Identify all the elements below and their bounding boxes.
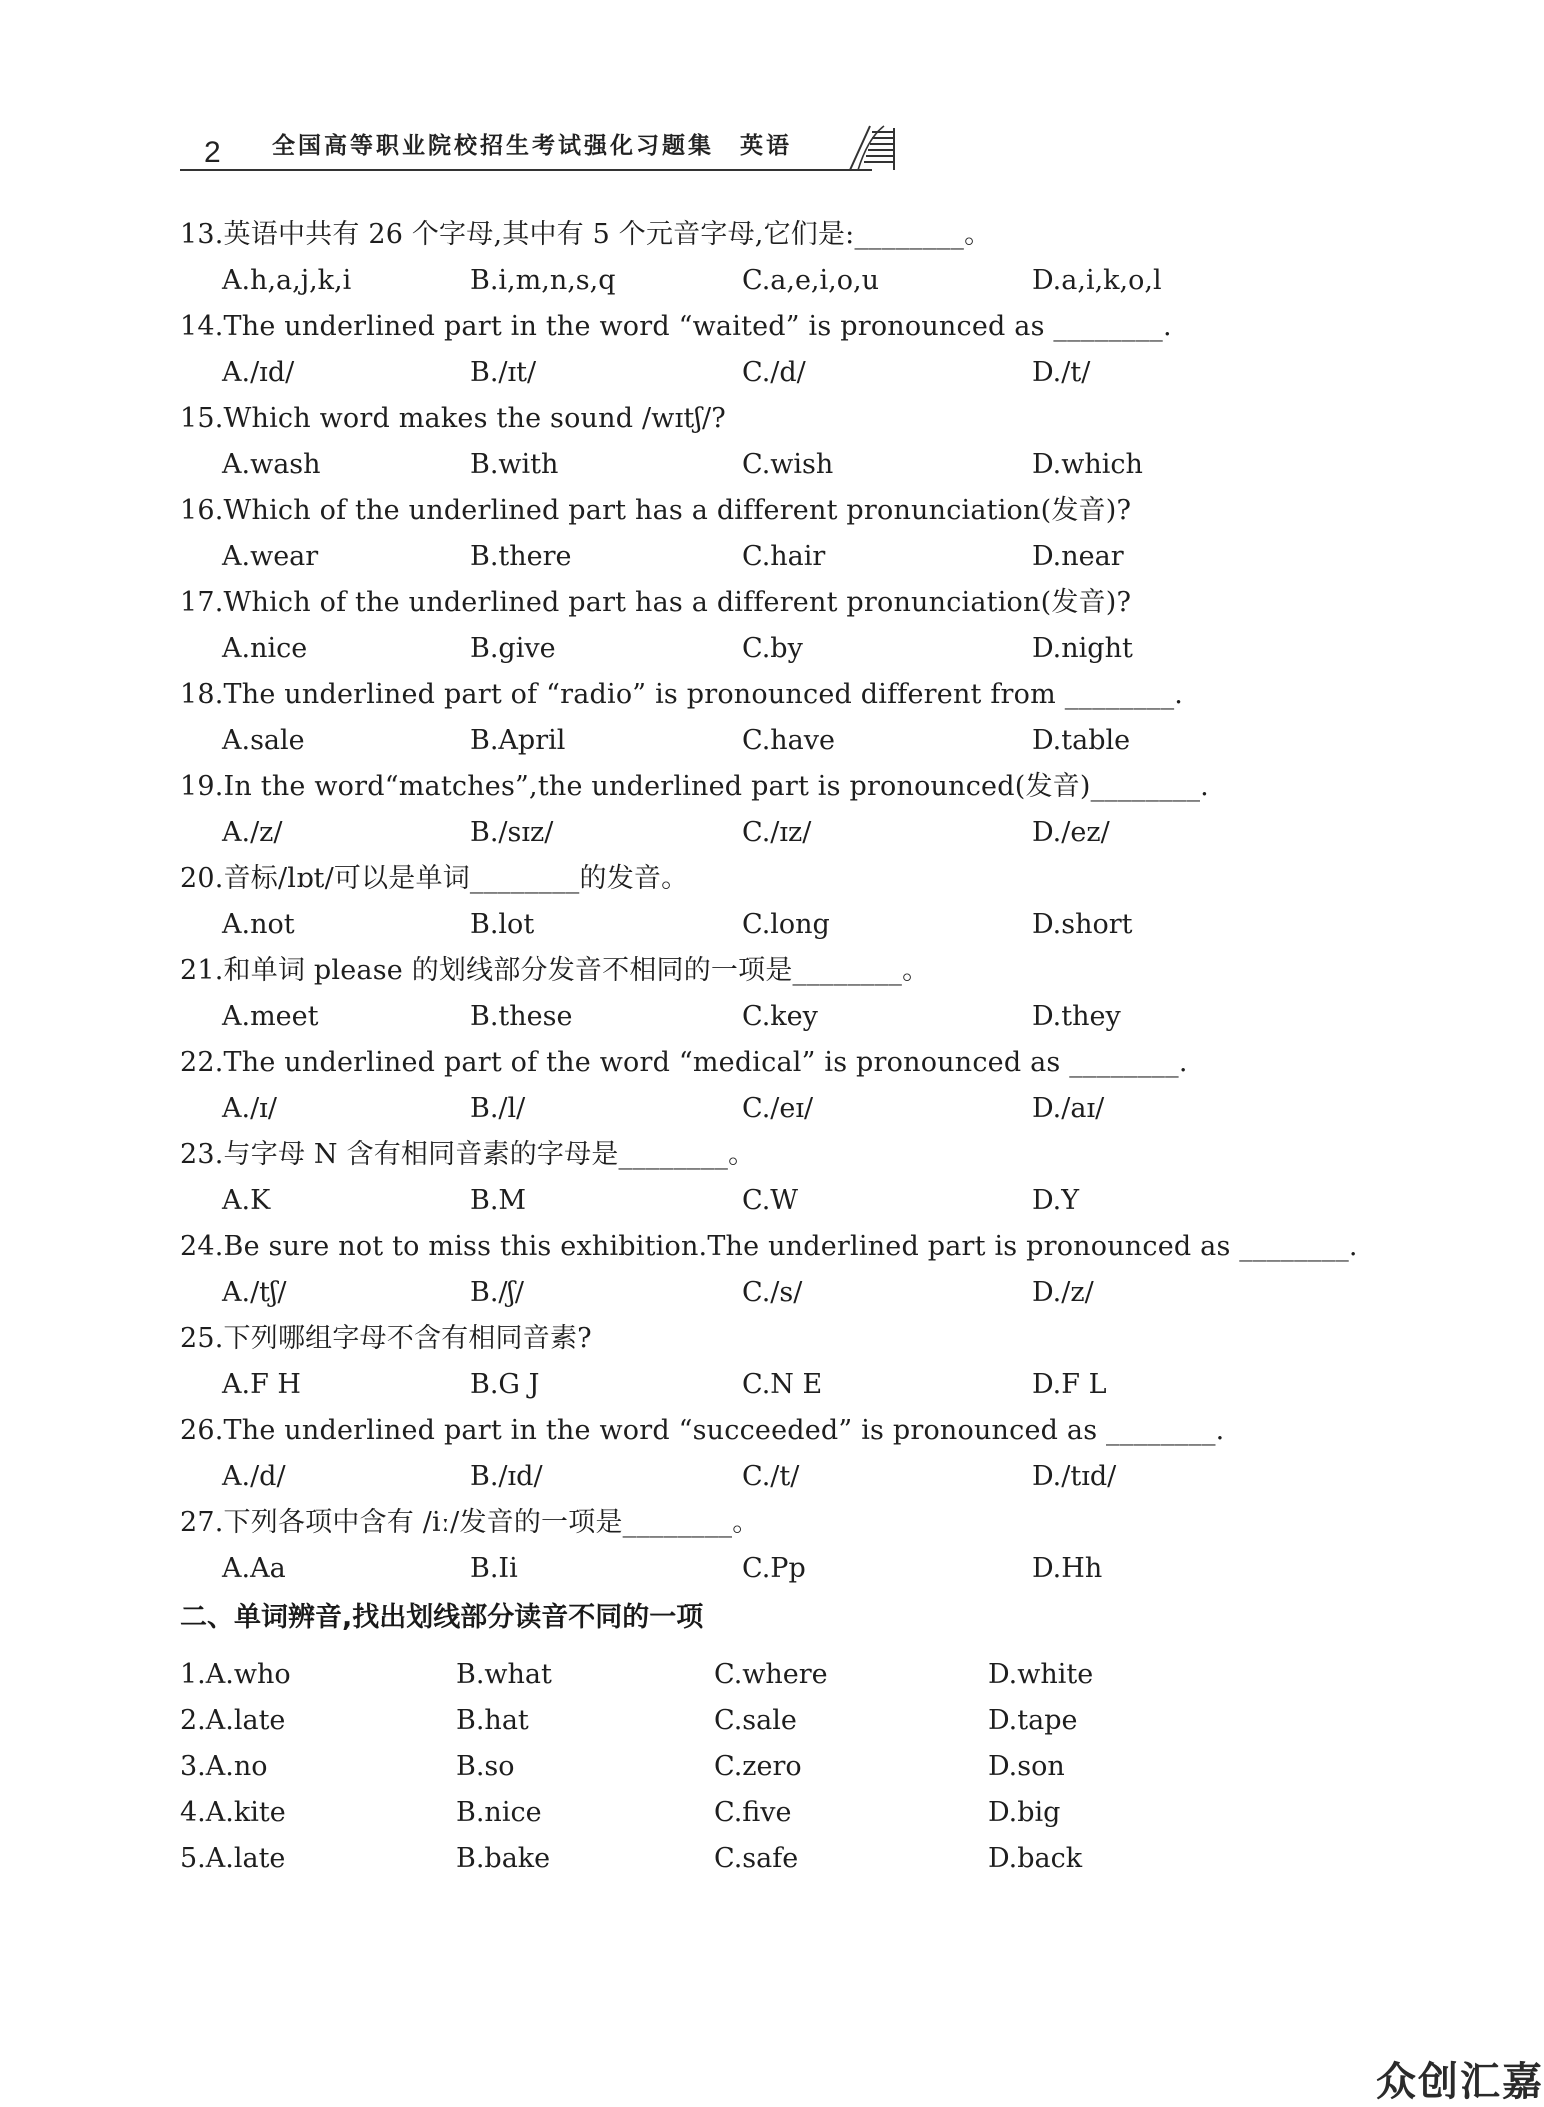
option-row [222, 1184, 1322, 1218]
option-c: C.N E [742, 1369, 823, 1400]
section-heading: 二、单词辨音,找出划线部分读音不同的一项 [180, 1602, 704, 1633]
option-c: C.wish [742, 449, 834, 480]
option-row [222, 908, 1322, 942]
option-b: B.i,m,n,s,q [470, 265, 616, 296]
choice-d: D.son [988, 1751, 1065, 1782]
book-title: 全国高等职业院校招生考试强化习题集 [272, 133, 714, 159]
option-d: D.they [1032, 1001, 1121, 1032]
book-title-line [272, 127, 792, 160]
option-row [222, 264, 1322, 298]
option-b: B./l/ [470, 1093, 526, 1124]
option-c: C./t/ [742, 1461, 800, 1492]
option-d: D./t/ [1032, 357, 1091, 388]
choice-a: 1.A.who [180, 1659, 291, 1690]
option-d: D./z/ [1032, 1277, 1094, 1308]
option-b: B.Ii [470, 1553, 518, 1584]
option-row [222, 632, 1322, 666]
option-d: D.short [1032, 909, 1133, 940]
choice-d: D.back [988, 1843, 1083, 1874]
choice-b: B.what [456, 1659, 552, 1690]
option-d: D./tɪd/ [1032, 1461, 1117, 1492]
option-c: C.hair [742, 541, 826, 572]
option-c: C.W [742, 1185, 799, 1216]
choice-a: 3.A.no [180, 1751, 268, 1782]
question-stem: 16.Which of the underlined part has a different pronunciation(发音)? [180, 495, 1132, 526]
option-d: D.near [1032, 541, 1124, 572]
page-header [180, 118, 920, 176]
choice-a: 4.A.kite [180, 1797, 286, 1828]
choice-c: C.sale [714, 1705, 797, 1736]
option-a: A./ɪd/ [222, 357, 295, 388]
option-a: A./tʃ/ [222, 1277, 287, 1308]
option-a: A.F H [222, 1369, 301, 1400]
option-b: B.lot [470, 909, 535, 940]
choice-c: C.where [714, 1659, 828, 1690]
option-row [222, 1552, 1322, 1586]
choice-d: D.white [988, 1659, 1094, 1690]
option-b: B.with [470, 449, 559, 480]
option-row [222, 724, 1322, 758]
option-a: A./z/ [222, 817, 283, 848]
option-a: A.h,a,j,k,i [222, 265, 352, 296]
option-a: A.K [222, 1185, 271, 1216]
book-pages-icon [848, 118, 898, 172]
option-d: D./aɪ/ [1032, 1093, 1105, 1124]
choice-c: C.safe [714, 1843, 799, 1874]
header-rule [180, 169, 872, 171]
option-row [222, 816, 1322, 850]
option-row [222, 1000, 1322, 1034]
option-c: C./eɪ/ [742, 1093, 814, 1124]
question-stem: 20.音标/lɒt/可以是单词________的发音。 [180, 863, 689, 894]
choice-c: C.five [714, 1797, 792, 1828]
option-d: D.table [1032, 725, 1131, 756]
option-b: B.M [470, 1185, 527, 1216]
option-row [222, 356, 1322, 390]
choice-b: B.nice [456, 1797, 542, 1828]
option-d: D.night [1032, 633, 1133, 664]
option-row [222, 448, 1322, 482]
option-b: B.give [470, 633, 556, 664]
option-d: D.Y [1032, 1185, 1080, 1216]
option-row [222, 540, 1322, 574]
option-c: C./ɪz/ [742, 817, 812, 848]
option-d: D.Hh [1032, 1553, 1103, 1584]
question-stem: 21.和单词 please 的划线部分发音不相同的一项是________。 [180, 955, 930, 986]
option-a: A.meet [222, 1001, 319, 1032]
option-row [222, 1368, 1322, 1402]
option-d: D.a,i,k,o,l [1032, 265, 1162, 296]
choice-d: D.tape [988, 1705, 1078, 1736]
choice-b: B.so [456, 1751, 515, 1782]
option-d: D.F L [1032, 1369, 1107, 1400]
choice-a: 5.A.late [180, 1843, 286, 1874]
option-b: B.G J [470, 1369, 540, 1400]
option-c: C./s/ [742, 1277, 803, 1308]
option-c: C.have [742, 725, 835, 756]
choice-c: C.zero [714, 1751, 802, 1782]
option-a: A.wear [222, 541, 319, 572]
question-stem: 24.Be sure not to miss this exhibition.The underlined part is pronounced as ________. [180, 1231, 1358, 1262]
watermark: 众创汇嘉 [1376, 2059, 1544, 2105]
option-c: C.Pp [742, 1553, 806, 1584]
subject-label: 英语 [740, 133, 792, 159]
option-a: A.sale [222, 725, 305, 756]
option-row [222, 1092, 1322, 1126]
question-stem: 25.下列哪组字母不含有相同音素? [180, 1323, 592, 1354]
option-a: A./ɪ/ [222, 1093, 277, 1124]
option-b: B.April [470, 725, 566, 756]
question-stem: 22.The underlined part of the word “medical” is pronounced as ________. [180, 1047, 1188, 1078]
choice-b: B.bake [456, 1843, 551, 1874]
option-d: D.which [1032, 449, 1143, 480]
question-stem: 23.与字母 N 含有相同音素的字母是________。 [180, 1139, 756, 1170]
question-stem: 26.The underlined part in the word “succeeded” is pronounced as ________. [180, 1415, 1225, 1446]
choice-d: D.big [988, 1797, 1061, 1828]
section2-row [180, 1842, 1280, 1876]
section2-row [180, 1704, 1280, 1738]
option-d: D./ez/ [1032, 817, 1110, 848]
option-b: B./ʃ/ [470, 1277, 524, 1308]
option-b: B./sɪz/ [470, 817, 554, 848]
question-stem: 18.The underlined part of “radio” is pronounced different from ________. [180, 679, 1184, 710]
choice-b: B.hat [456, 1705, 529, 1736]
option-row [222, 1276, 1322, 1310]
option-row [222, 1460, 1322, 1494]
option-a: A./d/ [222, 1461, 286, 1492]
option-a: A.wash [222, 449, 321, 480]
choice-a: 2.A.late [180, 1705, 286, 1736]
section2-row [180, 1658, 1280, 1692]
option-b: B.there [470, 541, 572, 572]
question-stem: 17.Which of the underlined part has a different pronunciation(发音)? [180, 587, 1132, 618]
option-b: B./ɪt/ [470, 357, 537, 388]
section2-row [180, 1750, 1280, 1784]
question-stem: 13.英语中共有 26 个字母,其中有 5 个元音字母,它们是:________。 [180, 219, 992, 250]
option-c: C.a,e,i,o,u [742, 265, 879, 296]
option-c: C.key [742, 1001, 818, 1032]
question-stem: 19.In the word“matches”,the underlined part is pronounced(发音)________. [180, 771, 1209, 802]
option-a: A.not [222, 909, 295, 940]
question-stem: 27.下列各项中含有 /iː/发音的一项是________。 [180, 1507, 760, 1538]
option-c: C.by [742, 633, 803, 664]
question-stem: 14.The underlined part in the word “waited” is pronounced as ________. [180, 311, 1172, 342]
option-b: B./ɪd/ [470, 1461, 543, 1492]
option-a: A.nice [222, 633, 308, 664]
option-c: C.long [742, 909, 830, 940]
question-stem: 15.Which word makes the sound /wɪtʃ/? [180, 403, 726, 434]
option-b: B.these [470, 1001, 573, 1032]
section2-row [180, 1796, 1280, 1830]
page-number: 2 [204, 136, 221, 169]
option-c: C./d/ [742, 357, 806, 388]
option-a: A.Aa [222, 1553, 286, 1584]
